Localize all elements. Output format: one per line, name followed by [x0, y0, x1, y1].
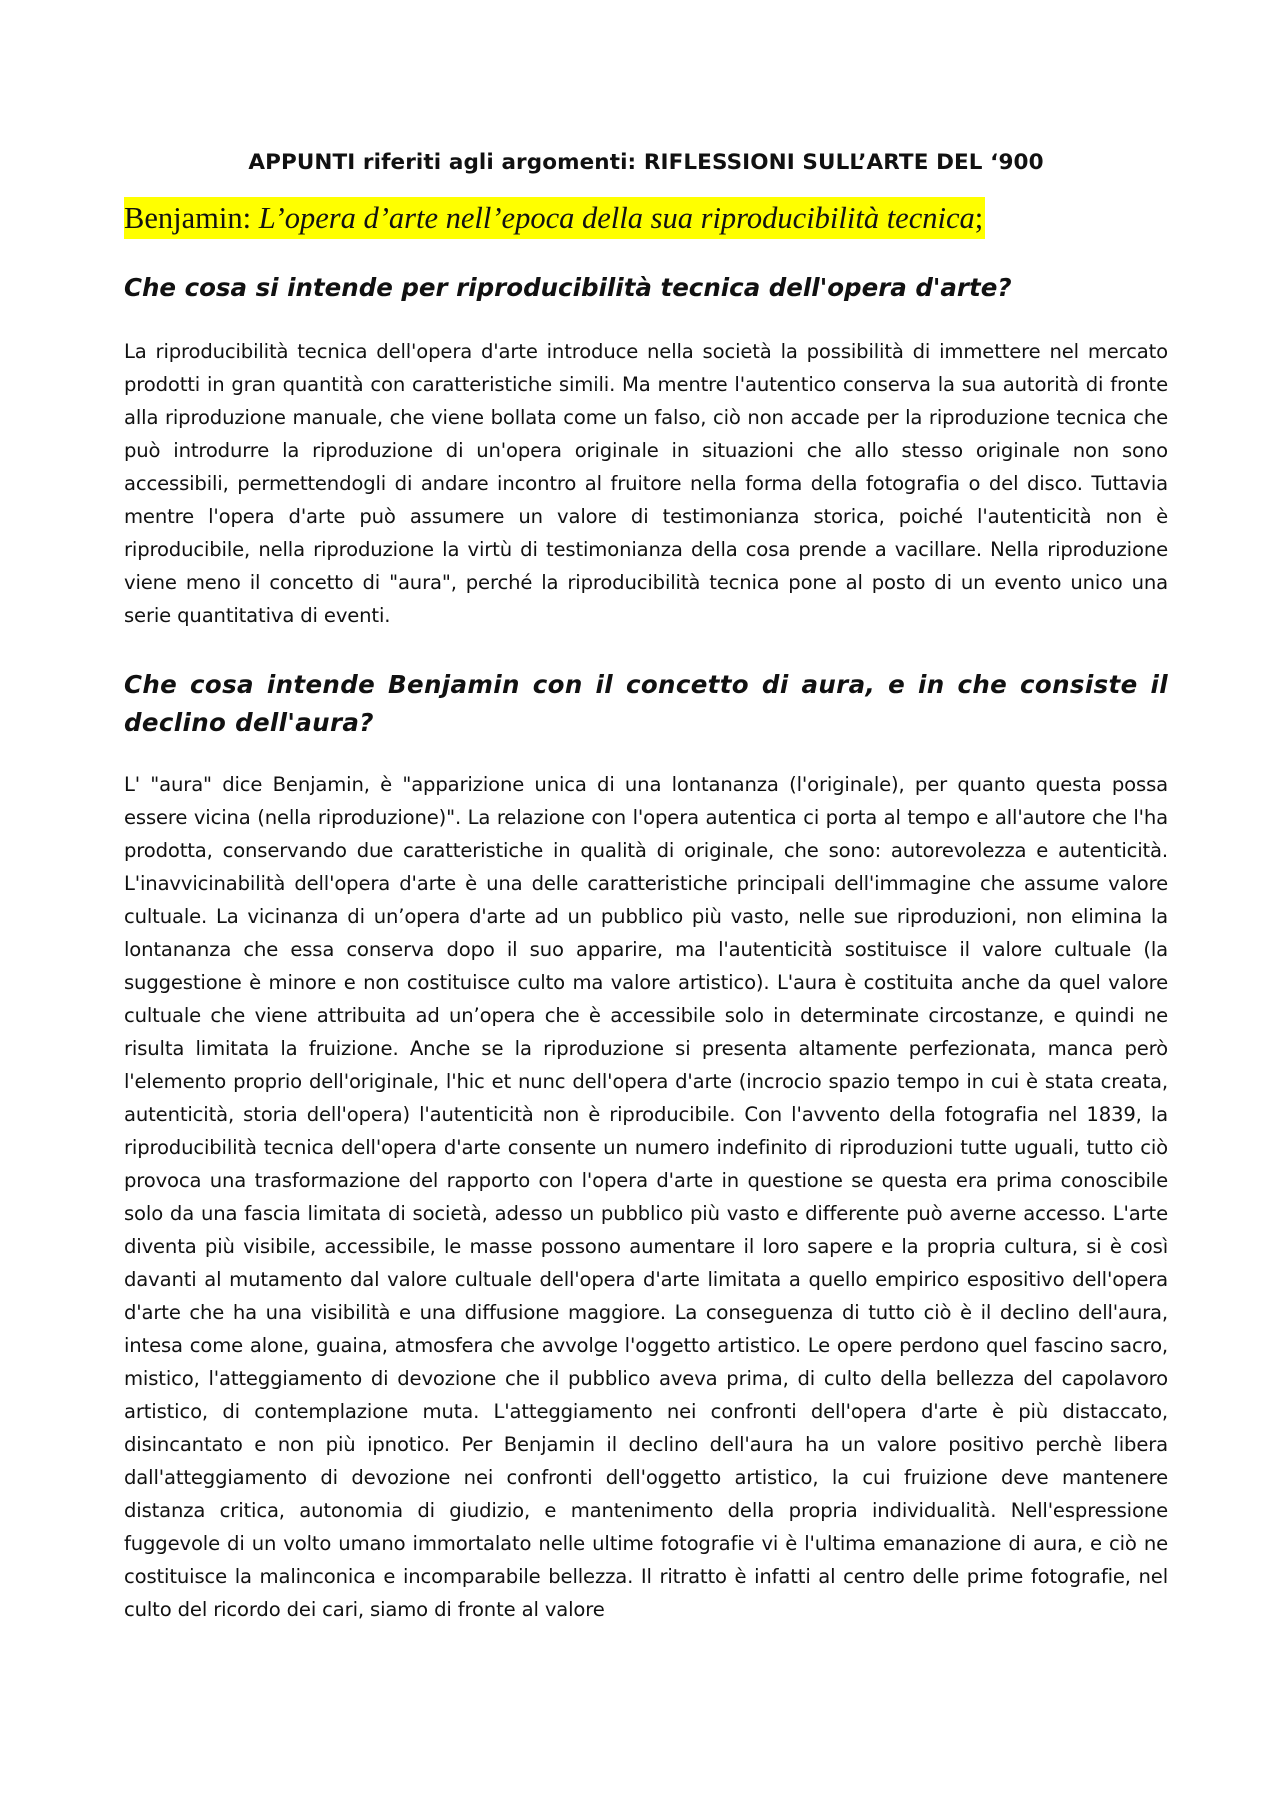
question-heading-1: Che cosa si intende per riproducibilità tecnica dell'opera d'arte? [124, 273, 1012, 302]
answer-paragraph-2: L' "aura" dice Benjamin, è "apparizione unica di una lontananza (l'originale), per quanto questa possa essere vicina (nella riproduzione)". La relazione con l'opera autentica ci porta al tempo e all'autore che l'ha prodotta, conservando due caratteristiche in qualità di originale, che sono: autorevolezza e autenticità. L'inavvicinabilità dell'opera d'arte è una delle caratteristiche principali dell'immagine che assume valore cultuale. La vicinanza di un’opera d'arte ad un pubblico più vasto, nelle sue riproduzioni, non elimina la lontananza che essa conserva dopo il suo apparire, ma l'autenticità sostituisce il valore cultuale (la suggestione è minore e non costituisce culto ma valore artistico). L'aura è costituita anche da quel valore cultuale che viene attribuita ad un’opera che è accessibile solo in determinate circostanze, e quindi ne risulta limitata la fruizione. Anche se la riproduzione si presenta altamente perfezionata, manca però l'elemento proprio dell'originale, l'hic et nunc dell'opera d'arte (incrocio spazio tempo in cui è stata creata, autenticità, storia dell'opera) l'autenticità non è riproducibile. Con l'avvento della fotografia nel 1839, la riproducibilità tecnica dell'opera d'arte consente un numero indefinito di riproduzioni tutte uguali, tutto ciò provoca una trasformazione del rapporto con l'opera d'arte in questione se questa era prima conoscibile solo da una fascia limitata di società, adesso un pubblico più vasto e differente può averne accesso. L'arte diventa più visibile, accessibile, le masse possono aumentare il loro sapere e la propria cultura, si è così davanti al mutamento dal valore cultuale dell'opera d'arte limitata a quello empirico espositivo dell'opera d'arte che ha una visibilità e una diffusione maggiore. La conseguenza di tutto ciò è il declino dell'aura, intesa come alone, guaina, atmosfera che avvolge l'oggetto artistico. Le opere perdono quel fascino sacro, mistico, l'atteggiamento di devozione che il pubblico aveva prima, di culto della bellezza del capolavoro artistico, di contemplazione muta. L'atteggiamento nei confronti dell'opera d'arte è più distaccato, disincantato e non più ipnotico. Per Benjamin il declino dell'aura ha un valore positivo perchè libera dall'atteggiamento di devozione nei confronti dell'oggetto artistico, la cui fruizione deve mantenere distanza critica, autonomia di giudizio, e mantenimento della propria individualità. Nell'espressione fuggevole di un volto umano immortalato nelle ultime fotografie vi è l'ultima emanazione di aura, e ciò ne costituisce la malinconica e incomparabile bellezza. Il ritratto è infatti al centro delle prime fotografie, nel culto del ricordo dei cari, siamo di fronte al valore [124, 773, 1168, 1621]
answer-paragraph-1: La riproducibilità tecnica dell'opera d'arte introduce nella società la possibilità di immettere nel mercato prodotti in gran quantità con caratteristiche simili. Ma mentre l'autentico conserva la sua autorità di fronte alla riproduzione manuale, che viene bollata come un falso, ciò non accade per la riproduzione tecnica che può introdurre la riproduzione di un'opera originale in situazioni che allo stesso originale non sono accessibili, permettendogli di andare incontro al fruitore nella forma della fotografia o del disco. Tuttavia mentre l'opera d'arte può assumere un valore di testimonianza storica, poiché l'autenticità non è riproducibile, nella riproduzione la virtù di testimonianza della cosa prende a vacillare. Nella riproduzione viene meno il concetto di "aura", perché la riproducibilità tecnica pone al posto di un evento unico una serie quantitativa di eventi. [124, 340, 1168, 627]
question-heading-2: Che cosa intende Benjamin con il concetto di aura, e in che consiste il declino dell'aura? [124, 670, 1168, 737]
document-title [124, 197, 985, 239]
title-work: L’opera d’arte nell’epoca della sua riproducibilità tecnica [258, 201, 975, 235]
document-page [124, 150, 1168, 1626]
document-title-block [124, 197, 1168, 239]
title-suffix: ; [974, 201, 984, 235]
title-author: Benjamin: [124, 201, 259, 235]
document-header: APPUNTI riferiti agli argomenti: RIFLESSIONI SULL’ARTE DEL ‘900 [248, 150, 1044, 175]
